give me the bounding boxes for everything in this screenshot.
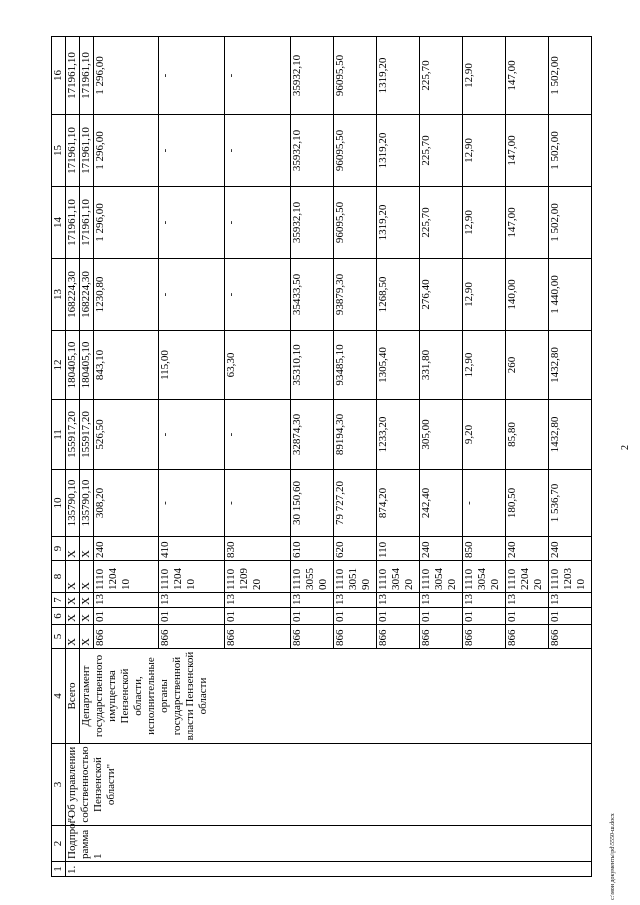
amount-cell: - xyxy=(225,470,291,537)
page-number: 2 xyxy=(620,445,631,450)
amount-cell: 171961,10 xyxy=(80,187,94,259)
amount-cell: 147,00 xyxy=(506,37,549,115)
code-cell: Х xyxy=(66,625,80,649)
code-cell: 1110 1203 10 xyxy=(549,561,592,593)
code-cell: Х xyxy=(80,608,94,625)
amount-cell: 225,70 xyxy=(420,115,463,187)
code-cell: 1110 3055 00 xyxy=(291,561,334,593)
code-cell: Х xyxy=(66,608,80,625)
amount-cell: 30 150,60 xyxy=(291,470,334,537)
amount-cell: 85,80 xyxy=(506,400,549,470)
amount-cell: 35932,10 xyxy=(291,187,334,259)
code-cell: 01 xyxy=(159,608,225,625)
amount-cell: 1 536,70 xyxy=(549,470,592,537)
amount-cell: 96095,50 xyxy=(334,115,377,187)
amount-cell: 115,00 xyxy=(159,331,225,400)
amount-cell: 843,10 xyxy=(94,331,159,400)
code-cell: 866 xyxy=(506,625,549,649)
amount-cell: 135790,10 xyxy=(66,470,80,537)
header-cell: 16 xyxy=(52,37,66,115)
code-cell: 1110 1204 10 xyxy=(159,561,225,593)
table-row xyxy=(66,37,80,877)
amount-cell: 1 502,00 xyxy=(549,187,592,259)
amount-cell: 225,70 xyxy=(420,37,463,115)
code-cell: 866 xyxy=(420,625,463,649)
code-cell: 1110 3054 20 xyxy=(463,561,506,593)
amount-cell: 225,70 xyxy=(420,187,463,259)
amount-cell: 12,90 xyxy=(463,187,506,259)
amount-cell: 171961,10 xyxy=(80,37,94,115)
amount-cell: 171961,10 xyxy=(66,187,80,259)
responsible-cell: Всего xyxy=(66,649,80,744)
amount-cell: 171961,10 xyxy=(80,115,94,187)
amount-cell: 93879,30 xyxy=(334,259,377,331)
amount-cell: 12,90 xyxy=(463,331,506,400)
rotated-table-page xyxy=(51,47,586,877)
column-number-row xyxy=(52,37,66,877)
code-cell: 866 xyxy=(94,625,159,649)
responsible-executor-cell: Департамент государственного имущества Пензенской области, исполнительные органы государственной власти Пензенской области xyxy=(80,649,592,744)
code-cell: 866 xyxy=(377,625,420,649)
code-cell: 866 xyxy=(291,625,334,649)
code-cell: 240 xyxy=(549,537,592,561)
amount-cell: 155917,20 xyxy=(80,400,94,470)
code-cell: 1110 1204 10 xyxy=(94,561,159,593)
code-cell: 13 xyxy=(463,593,506,608)
amount-cell: - xyxy=(159,115,225,187)
amount-cell: - xyxy=(159,187,225,259)
code-cell: 110 xyxy=(377,537,420,561)
amount-cell: - xyxy=(159,37,225,115)
amount-cell: 260 xyxy=(506,331,549,400)
amount-cell: 180405,10 xyxy=(66,331,80,400)
amount-cell: 305,00 xyxy=(420,400,463,470)
header-cell: 10 xyxy=(52,470,66,537)
amount-cell: 1319,20 xyxy=(377,115,420,187)
amount-cell: - xyxy=(225,187,291,259)
amount-cell: 308,20 xyxy=(94,470,159,537)
header-cell: 7 xyxy=(52,593,66,608)
row-number-cell: 1. xyxy=(66,862,592,877)
amount-cell: 526,50 xyxy=(94,400,159,470)
amount-cell: 1432,80 xyxy=(549,331,592,400)
code-cell: 13 xyxy=(159,593,225,608)
code-cell: 866 xyxy=(225,625,291,649)
amount-cell: 89194,30 xyxy=(334,400,377,470)
amount-cell: - xyxy=(159,400,225,470)
code-cell: 866 xyxy=(463,625,506,649)
code-cell: 830 xyxy=(225,537,291,561)
file-path-footer: c:\мои документы\pd\5550-ш.docx xyxy=(610,813,616,900)
amount-cell: 1432,80 xyxy=(549,400,592,470)
code-cell: 01 xyxy=(506,608,549,625)
amount-cell: 35932,10 xyxy=(291,37,334,115)
header-cell: 2 xyxy=(52,826,66,862)
header-cell: 14 xyxy=(52,187,66,259)
code-cell: 13 xyxy=(334,593,377,608)
code-cell: 620 xyxy=(334,537,377,561)
header-cell: 15 xyxy=(52,115,66,187)
amount-cell: 874,20 xyxy=(377,470,420,537)
code-cell: 850 xyxy=(463,537,506,561)
amount-cell: 155917,20 xyxy=(66,400,80,470)
code-cell: 13 xyxy=(225,593,291,608)
subprogram-title-cell: "Об управлении собственностью Пензенской области" xyxy=(66,744,592,826)
amount-cell: 1230,80 xyxy=(94,259,159,331)
header-cell: 3 xyxy=(52,744,66,826)
amount-cell: 32874,30 xyxy=(291,400,334,470)
header-cell: 8 xyxy=(52,561,66,593)
code-cell: 866 xyxy=(549,625,592,649)
code-cell: 01 xyxy=(420,608,463,625)
amount-cell: 135790,10 xyxy=(80,470,94,537)
code-cell: 1110 3054 20 xyxy=(420,561,463,593)
header-cell: 11 xyxy=(52,400,66,470)
code-cell: 1110 3054 20 xyxy=(377,561,420,593)
code-cell: 01 xyxy=(225,608,291,625)
amount-cell: 180,50 xyxy=(506,470,549,537)
amount-cell: 35310,10 xyxy=(291,331,334,400)
amount-cell: - xyxy=(159,470,225,537)
amount-cell: 12,90 xyxy=(463,37,506,115)
header-cell: 12 xyxy=(52,331,66,400)
header-cell: 1 xyxy=(52,862,66,877)
code-cell: 13 xyxy=(420,593,463,608)
amount-cell: 147,00 xyxy=(506,187,549,259)
code-cell: Х xyxy=(80,561,94,593)
code-cell: 01 xyxy=(377,608,420,625)
code-cell: Х xyxy=(66,593,80,608)
amount-cell: 147,00 xyxy=(506,115,549,187)
code-cell: Х xyxy=(80,625,94,649)
amount-cell: 276,40 xyxy=(420,259,463,331)
code-cell: 1110 1209 20 xyxy=(225,561,291,593)
amount-cell: 171961,10 xyxy=(66,115,80,187)
amount-cell: 1305,40 xyxy=(377,331,420,400)
amount-cell: 331,80 xyxy=(420,331,463,400)
code-cell: 01 xyxy=(463,608,506,625)
amount-cell: 96095,50 xyxy=(334,37,377,115)
code-cell: 13 xyxy=(94,593,159,608)
code-cell: 240 xyxy=(94,537,159,561)
amount-cell: 79 727,20 xyxy=(334,470,377,537)
amount-cell: 1319,20 xyxy=(377,37,420,115)
code-cell: Х xyxy=(80,537,94,561)
code-cell: 13 xyxy=(377,593,420,608)
code-cell: 13 xyxy=(291,593,334,608)
amount-cell: - xyxy=(159,259,225,331)
amount-cell: - xyxy=(463,470,506,537)
amount-cell: - xyxy=(225,400,291,470)
amount-cell: 1 502,00 xyxy=(549,37,592,115)
amount-cell: 1233,20 xyxy=(377,400,420,470)
amount-cell: 96095,50 xyxy=(334,187,377,259)
amount-cell: 168224,30 xyxy=(66,259,80,331)
amount-cell: 35932,10 xyxy=(291,115,334,187)
amount-cell: 242,40 xyxy=(420,470,463,537)
amount-cell: 93485,10 xyxy=(334,331,377,400)
header-cell: 9 xyxy=(52,537,66,561)
header-cell: 6 xyxy=(52,608,66,625)
code-cell: 01 xyxy=(334,608,377,625)
code-cell: 13 xyxy=(549,593,592,608)
code-cell: 866 xyxy=(159,625,225,649)
amount-cell: 1319,20 xyxy=(377,187,420,259)
code-cell: 866 xyxy=(334,625,377,649)
code-cell: 01 xyxy=(94,608,159,625)
amount-cell: 140,00 xyxy=(506,259,549,331)
amount-cell: - xyxy=(225,259,291,331)
code-cell: 01 xyxy=(291,608,334,625)
amount-cell: 180405,10 xyxy=(80,331,94,400)
amount-cell: 1 296,00 xyxy=(94,187,159,259)
amount-cell: 63,30 xyxy=(225,331,291,400)
amount-cell: 12,90 xyxy=(463,259,506,331)
header-cell: 5 xyxy=(52,625,66,649)
subprogram-cell: Подпрог- рамма 1 xyxy=(66,826,592,862)
code-cell: 410 xyxy=(159,537,225,561)
header-cell: 13 xyxy=(52,259,66,331)
amount-cell: 171961,10 xyxy=(66,37,80,115)
code-cell: Х xyxy=(66,561,80,593)
amount-cell: 12,90 xyxy=(463,115,506,187)
code-cell: Х xyxy=(66,537,80,561)
code-cell: Х xyxy=(80,593,94,608)
amount-cell: 1 502,00 xyxy=(549,115,592,187)
code-cell: 1110 2204 20 xyxy=(506,561,549,593)
amount-cell: - xyxy=(225,37,291,115)
code-cell: 610 xyxy=(291,537,334,561)
code-cell: 240 xyxy=(506,537,549,561)
amount-cell: 1 296,00 xyxy=(94,37,159,115)
code-cell: 01 xyxy=(549,608,592,625)
amount-cell: 9,20 xyxy=(463,400,506,470)
amount-cell: - xyxy=(225,115,291,187)
amount-cell: 1268,50 xyxy=(377,259,420,331)
code-cell: 1110 3051 90 xyxy=(334,561,377,593)
header-cell: 4 xyxy=(52,649,66,744)
amount-cell: 1 440,00 xyxy=(549,259,592,331)
amount-cell: 1 296,00 xyxy=(94,115,159,187)
code-cell: 240 xyxy=(420,537,463,561)
budget-table xyxy=(51,36,592,877)
table-body xyxy=(52,37,592,877)
amount-cell: 168224,30 xyxy=(80,259,94,331)
code-cell: 13 xyxy=(506,593,549,608)
amount-cell: 35433,50 xyxy=(291,259,334,331)
